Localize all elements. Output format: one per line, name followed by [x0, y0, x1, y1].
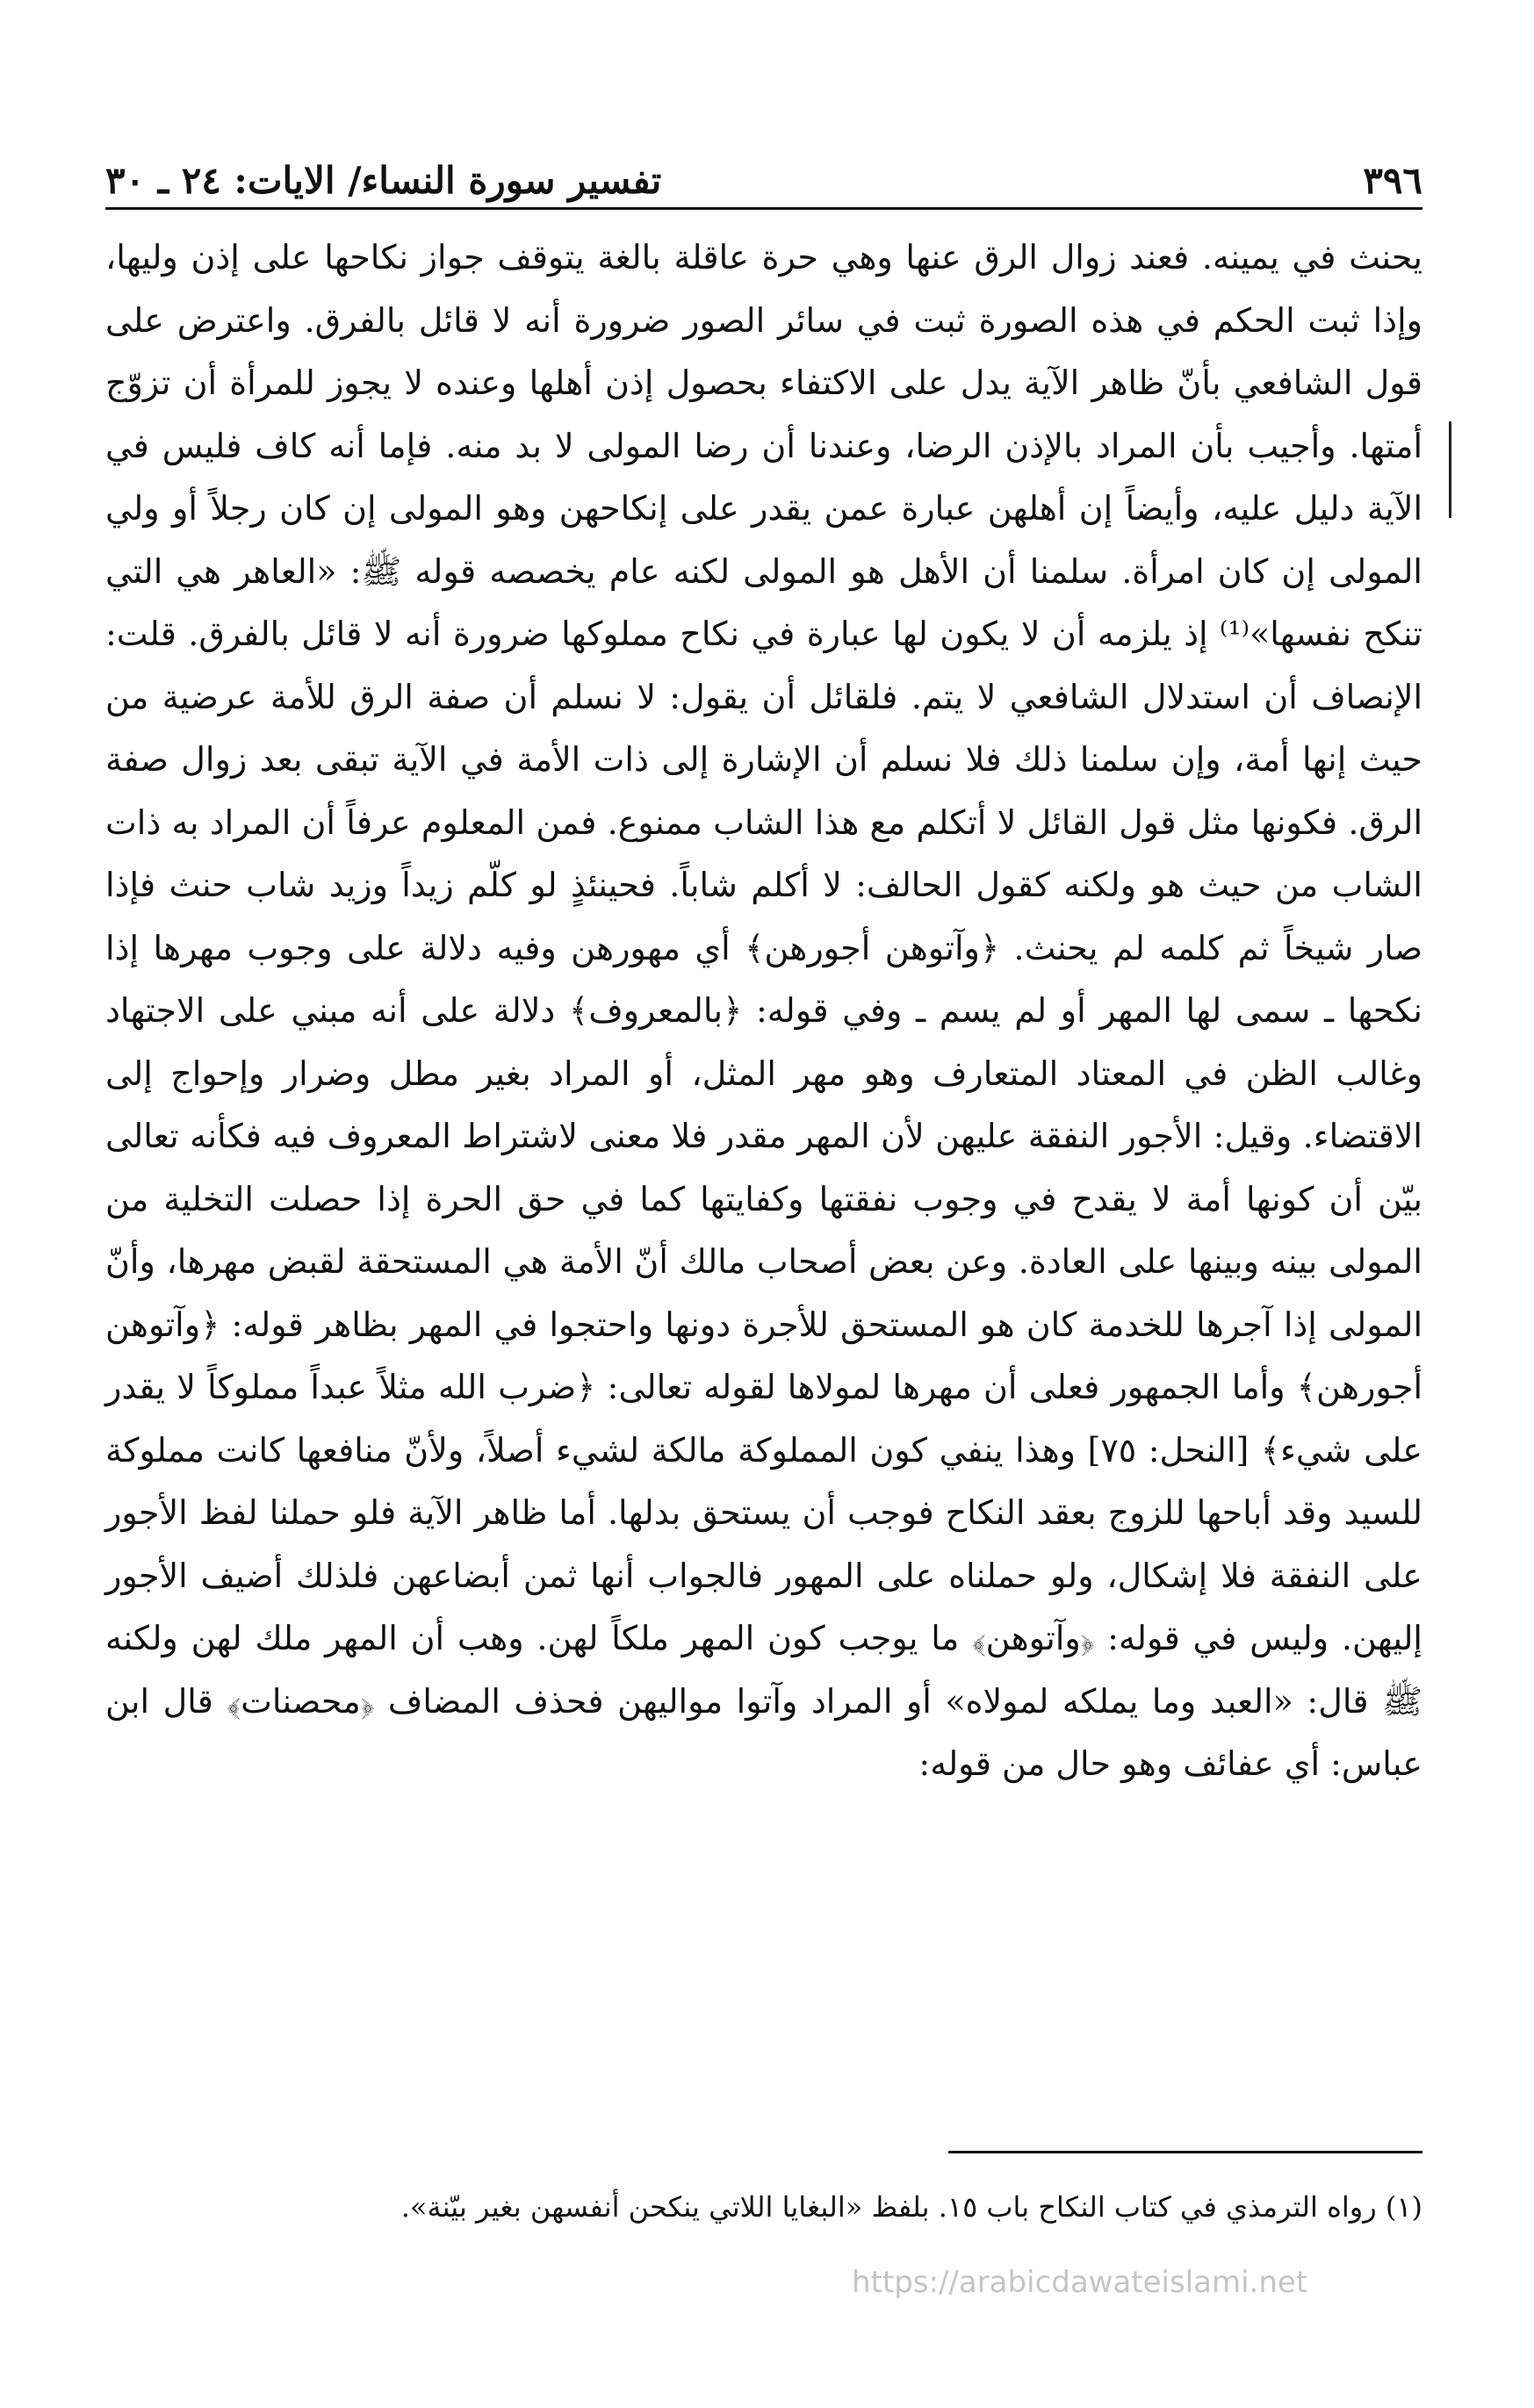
- watermark-url: https://arabicdawateislami.net: [852, 2265, 1308, 2300]
- running-title: تفسير سورة النساء/ الايات: ٢٤ ـ ٣٠: [105, 159, 662, 202]
- footnote: (١) رواه الترمذي في كتاب النكاح باب ١٥. بلفظ «البغايا اللاتي ينكحن أنفسهن بغير بيّنة».: [400, 2190, 1422, 2224]
- page-number: ٣٩٦: [1363, 159, 1422, 202]
- page-header: [105, 132, 1422, 202]
- body-paragraph: يحنث في يمينه. فعند زوال الرق عنها وهي حرة عاقلة بالغة يتوقف جواز نكاحها على إذن وليها، وإذا ثبت الحكم في هذه الصورة ثبت في سائر الصور ضرورة أنه لا قائل بالفرق. واعترض على قول الشافعي بأنّ ظاهر الآية يدل على الاكتفاء بحصول إذن أهلها وعنده لا يجوز للمرأة أن تزوّج أمتها. وأجيب بأن المراد بالإذن الرضا، وعندنا أن رضا المولى لا بد منه. فإما أنه كاف فليس في الآية دليل عليه، وأيضاً إن أهلهن عبارة عمن يقدر على إنكاحهن وهو المولى إن كان رجلاً أو ولي المولى إن كان امرأة. سلمنا أن الأهل هو المولى لكنه عام يخصصه قوله ﷺ: «العاهر هي التي تنكح نفسها»⁽¹⁾ إذ يلزمه أن لا يكون لها عبارة في نكاح مملوكها ضرورة أنه لا قائل بالفرق. قلت: الإنصاف أن استدلال الشافعي لا يتم. فلقائل أن يقول: لا نسلم أن صفة الرق للأمة عرضية من حيث إنها أمة، وإن سلمنا ذلك فلا نسلم أن الإشارة إلى ذات الأمة في الآية تبقى بعد زوال صفة الرق. فكونها مثل قول القائل لا أتكلم مع هذا الشاب ممنوع. فمن المعلوم عرفاً أن المراد به ذات الشاب من حيث هو ولكنه كقول الحالف: لا أكلم شاباً. فحينئذٍ لو كلّم زيداً وزيد شاب حنث فإذا صار شيخاً ثم كلمه لم يحنث. ﴿وآتوهن أجورهن﴾ أي مهورهن وفيه دلالة على وجوب مهرها إذا نكحها ـ سمى لها المهر أو لم يسم ـ وفي قوله: ﴿بالمعروف﴾ دلالة على أنه مبني على الاجتهاد وغالب الظن في المعتاد المتعارف وهو مهر المثل، أو المراد بغير مطل وضرار وإحواج إلى الاقتضاء. وقيل: الأجور النفقة عليهن لأن المهر مقدر فلا معنى لاشتراط المعروف فيه فكأنه تعالى بيّن أن كونها أمة لا يقدح في وجوب نفقتها وكفايتها كما في حق الحرة إذا حصلت التخلية من المولى بينه وبينها على العادة. وعن بعض أصحاب مالك أنّ الأمة هي المستحقة لقبض مهرها، وأنّ المولى إذا آجرها للخدمة كان هو المستحق للأجرة دونها واحتجوا في المهر بظاهر قوله: ﴿وآتوهن أجورهن﴾ وأما الجمهور فعلى أن مهرها لمولاها لقوله تعالى: ﴿ضرب الله مثلاً عبداً مملوكاً لا يقدر على شيء﴾ [النحل: ٧٥] وهذا ينفي كون المملوكة مالكة لشيء أصلاً، ولأنّ منافعها كانت مملوكة للسيد وقد أباحها للزوج بعقد النكاح فوجب أن يستحق بدلها. أما ظاهر الآية فلو حملنا لفظ الأجور على النفقة فلا إشكال، ولو حملناه على المهور فالجواب أنها ثمن أبضاعهن فلذلك أضيف الأجور إليهن. وليس في قوله: ﴿وآتوهن﴾ ما يوجب كون المهر ملكاً لهن. وهب أن المهر ملك لهن ولكنه ﷺ قال: «العبد وما يملكه لمولاه» أو المراد وآتوا مواليهن فحذف المضاف ﴿محصنات﴾ قال ابن عباس: أي عفائف وهو حال من قوله:: [105, 238, 1423, 1783]
- header-divider: [105, 207, 1422, 210]
- margin-line-mark: [1449, 421, 1451, 518]
- main-text-body: [105, 226, 1422, 1796]
- footnote-divider: [948, 2151, 1422, 2153]
